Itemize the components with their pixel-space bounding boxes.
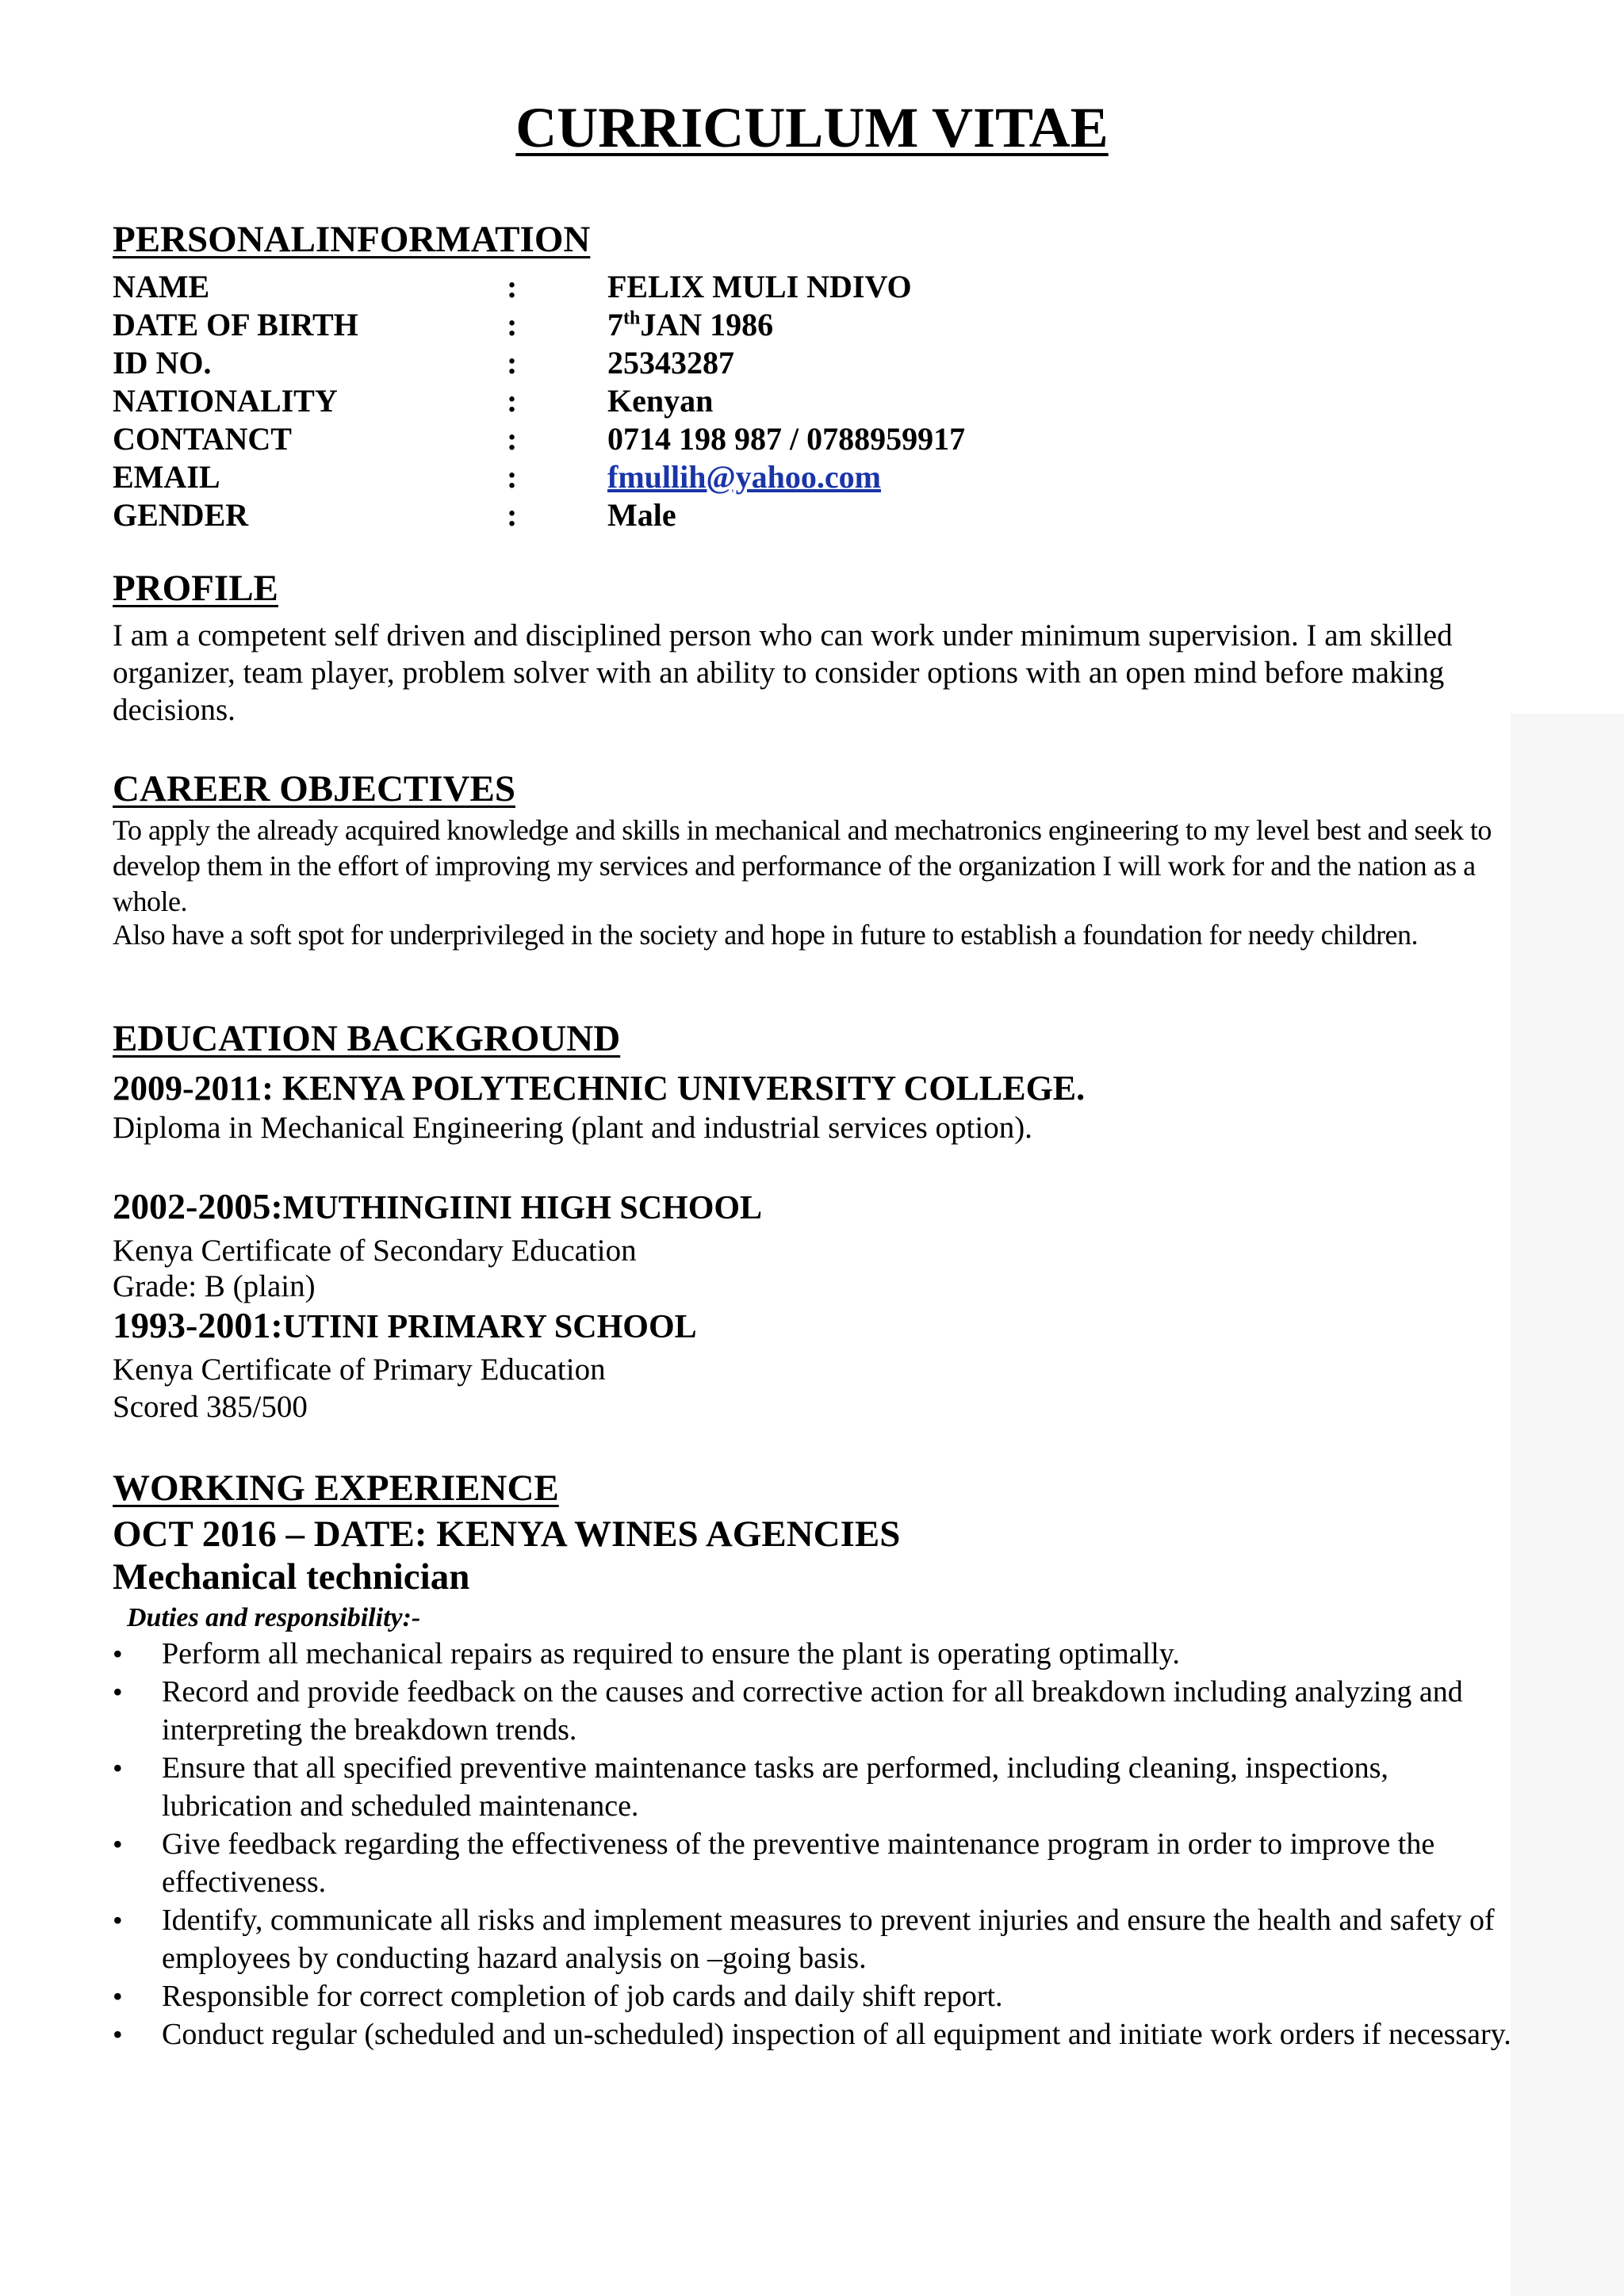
education-entry-detail: Diploma in Mechanical Engineering (plant and industrial services option). (113, 1111, 1032, 1145)
duty-text: Record and provide feedback on the causes and corrective action for all breakdown including analyzing and interpreting the breakdown trends. (162, 1675, 1463, 1747)
list-item (113, 1673, 1516, 1749)
info-label: EMAIL (113, 459, 220, 495)
info-value: FELIX MULI NDIVO (607, 269, 912, 304)
list-item (113, 1977, 1516, 2015)
list-item (113, 1825, 1516, 1901)
info-value: Male (607, 497, 676, 533)
info-label: NAME (113, 269, 210, 304)
education-years: 2002-2005: (113, 1186, 283, 1226)
duty-text: Responsible for correct completion of job cards and daily shift report. (162, 1980, 1003, 2013)
info-label: CONTANCT (113, 421, 292, 457)
personal-info-heading: PERSONALINFORMATION (113, 219, 591, 260)
education-school: UTINI PRIMARY SCHOOL (282, 1309, 697, 1345)
education-entry-head (113, 1304, 697, 1346)
list-item (113, 2015, 1516, 2053)
info-colon: : (507, 459, 518, 495)
education-entry-detail: Kenya Certificate of Primary Education (113, 1353, 606, 1387)
work-experience-heading: WORKING EXPERIENCE (113, 1468, 559, 1509)
profile-heading: PROFILE (113, 568, 278, 609)
dob-suffix: th (623, 308, 641, 329)
info-colon: : (507, 421, 518, 457)
info-value: Kenyan (607, 383, 714, 419)
bullet-icon: • (113, 1676, 123, 1708)
bullet-icon: • (113, 1752, 123, 1784)
dob-day: 7 (607, 307, 623, 342)
page-edge-shade (1511, 714, 1624, 2296)
education-school: MUTHINGIINI HIGH SCHOOL (282, 1190, 763, 1226)
education-heading: EDUCATION BACKGROUND (113, 1018, 621, 1059)
career-objectives-heading: CAREER OBJECTIVES (113, 768, 515, 809)
duty-text: Identify, communicate all risks and implement measures to prevent injuries and ensure the health and safety of employees by conducting hazard analysis on –going basis. (162, 1904, 1495, 1975)
info-value: 25343287 (607, 345, 734, 381)
education-entry-head (113, 1185, 762, 1227)
info-value: 0714 198 987 / 0788959917 (607, 421, 966, 457)
duties-label: Duties and responsibility:- (127, 1603, 421, 1632)
info-colon: : (507, 383, 518, 419)
list-item (113, 1635, 1516, 1673)
bullet-icon: • (113, 1980, 123, 2012)
info-colon: : (507, 497, 518, 533)
info-colon: : (507, 269, 518, 304)
list-item (113, 1901, 1516, 1977)
bullet-icon: • (113, 2019, 123, 2050)
duty-text: Perform all mechanical repairs as required to ensure the plant is operating optimally. (162, 1637, 1180, 1670)
career-objectives-text: To apply the already acquired knowledge and skills in mechanical and mechatronics engineering to my level best and seek to develop them in the effort of improving my services and performance of the organization I will work for and the nation as a whole. (113, 814, 1492, 917)
career-objectives-text-2: Also have a soft spot for underprivileged in the society and hope in future to establish a foundation for needy children. (113, 919, 1419, 951)
duty-text: Ensure that all specified preventive maintenance tasks are performed, including cleaning, inspections, lubrication and scheduled maintenance. (162, 1751, 1388, 1823)
info-label: GENDER (113, 497, 249, 533)
list-item (113, 1749, 1516, 1825)
duty-text: Give feedback regarding the effectiveness of the preventive maintenance program in order to improve the effectiveness. (162, 1827, 1435, 1899)
education-entry-detail: Kenya Certificate of Secondary Education (113, 1234, 637, 1268)
duty-text: Conduct regular (scheduled and un-scheduled) inspection of all equipment and initiate work orders if necessary. (162, 2018, 1511, 2051)
job-title-line: OCT 2016 – DATE: KENYA WINES AGENCIES (113, 1513, 901, 1555)
duties-list (113, 1635, 1516, 2053)
info-value (607, 306, 773, 343)
education-years: 1993-2001: (113, 1305, 283, 1345)
education-entry-head: 2009-2011: KENYA POLYTECHNIC UNIVERSITY COLLEGE. (113, 1069, 1086, 1108)
info-colon: : (507, 307, 518, 342)
dob-month-year: JAN 1986 (640, 307, 774, 342)
document-title: CURRICULUM VITAE (515, 96, 1109, 159)
profile-text: I am a competent self driven and disciplined person who can work under minimum supervision. I am skilled organizer, team player, problem solver with an ability to consider options with an open mind before making decisions. (113, 618, 1453, 727)
bullet-icon: • (113, 1904, 123, 1936)
info-label: ID NO. (113, 345, 212, 381)
email-link[interactable]: fmullih@yahoo.com (607, 459, 881, 495)
info-label: DATE OF BIRTH (113, 307, 358, 342)
info-label: NATIONALITY (113, 383, 338, 419)
education-entry-detail: Grade: B (plain) (113, 1269, 316, 1303)
info-colon: : (507, 345, 518, 381)
education-entry-detail: Scored 385/500 (113, 1390, 308, 1424)
bullet-icon: • (113, 1638, 123, 1670)
bullet-icon: • (113, 1828, 123, 1860)
job-role: Mechanical technician (113, 1556, 470, 1598)
